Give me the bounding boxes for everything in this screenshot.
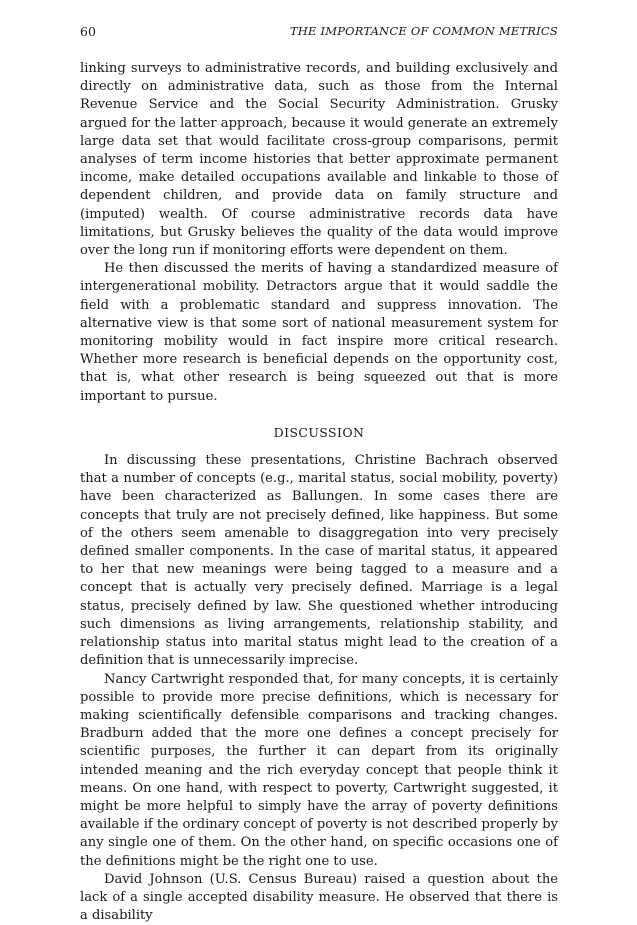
running-title: THE IMPORTANCE OF COMMON METRICS bbox=[289, 24, 558, 38]
paragraph-bachrach: In discussing these presentations, Christine Bachrach observed that a number of concepts (e.g., marital status, social mobility, poverty) have been characterized as Ballungen. In some cases there are concepts that truly are not precisely defined, like happiness. But some of the others seem amenable to disaggregation into very precisely defined smaller components. In the case of marital status, it appeared to her that new meanings were being tagged to a measure and a concept that is actually very precisely defined. Marriage is a legal status, precisely defined by law. She questioned whether introducing such dimensions as living arrangements, relationship stability, and relationship status into marital status might lead to the creation of a definition that is unnecessarily imprecise. bbox=[80, 453, 558, 669]
paragraph-cartwright: Nancy Cartwright responded that, for many concepts, it is certainly possible to provide more precise definitions, which is necessary for making scientifically defensible comparisons and tracking changes. Bradburn added that the more one defines a concept precisely for scientific purposes, the further it can depart from its originally intended meaning and the rich everyday concept that people think it means. On one hand, with respect to poverty, Cartwright suggested, it might be more helpful to simply have the array of poverty definitions available if the ordinary concept of poverty is not described properly by any single one of them. On the other hand, on specific occasions one of the definitions might be the right one to use. bbox=[80, 671, 558, 869]
body-text bbox=[80, 60, 558, 925]
paragraph-continuation: linking surveys to administrative records, and building exclusively and directly on administrative data, such as those from the Internal Revenue Service and the Social Security Administration. Grusky argued for the latter approach, because it would generate an extremely large data set that would facilitate cross-group comparisons, permit analyses of term income histories that better approximate permanent income, make detailed occupations available and linkable to those of dependent children, and provide data on family structure and (imputed) wealth. Of course administrative records data have limitations, but Grusky believes the quality of the data would improve over the long run if monitoring efforts were dependent on them. bbox=[80, 61, 558, 259]
paragraph-johnson: David Johnson (U.S. Census Bureau) raised a question about the lack of a single accepted disability measure. He observed that there is a disability bbox=[80, 871, 558, 924]
running-header bbox=[80, 24, 558, 42]
paragraph-standardized-measure: He then discussed the merits of having a standardized measure of intergenerational mobility. Detractors argue that it would saddle the field with a problematic standard and suppress innovation. The alternative view is that some sort of national measurement system for monitoring mobility would in fact inspire more critical research. Whether more research is beneficial depends on the opportunity cost, that is, what other research is being squeezed out that is more important to pursue. bbox=[80, 261, 558, 404]
page-number: 60 bbox=[80, 24, 96, 39]
section-heading-discussion: DISCUSSION bbox=[273, 424, 365, 440]
